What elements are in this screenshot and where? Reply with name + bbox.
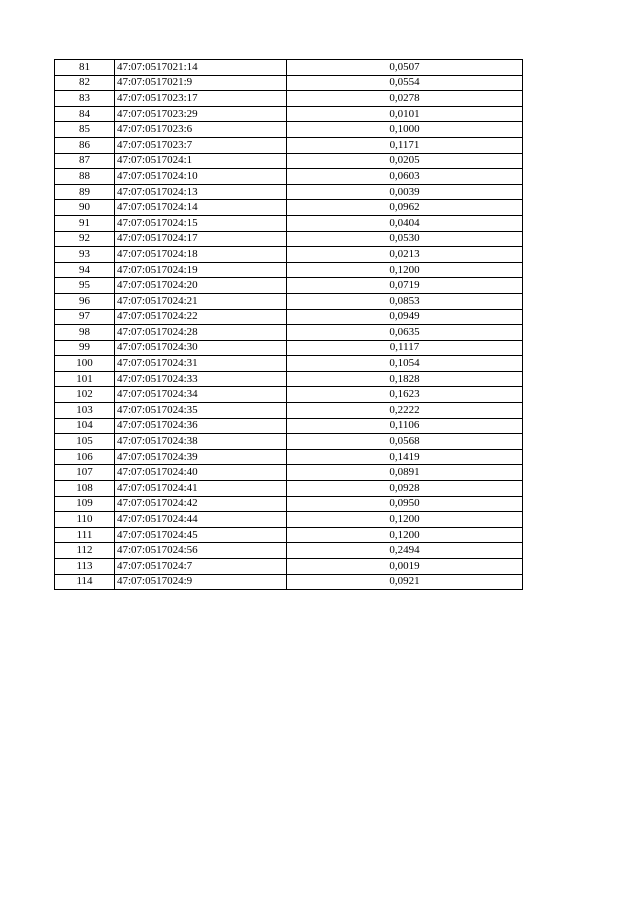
cadastral-number-cell: 47:07:0517023:7	[115, 137, 287, 153]
table-row	[55, 106, 523, 122]
row-number-cell: 81	[55, 60, 115, 76]
cadastral-number-cell: 47:07:0517024:42	[115, 496, 287, 512]
table-row	[55, 340, 523, 356]
cadastral-number-cell: 47:07:0517023:6	[115, 122, 287, 138]
row-number-cell: 89	[55, 184, 115, 200]
table-row	[55, 247, 523, 263]
cadastral-number-cell: 47:07:0517024:9	[115, 574, 287, 590]
row-number-cell: 114	[55, 574, 115, 590]
row-number-cell: 90	[55, 200, 115, 216]
row-number-cell: 105	[55, 434, 115, 450]
table-row	[55, 387, 523, 403]
table-row	[55, 60, 523, 76]
row-number-cell: 107	[55, 465, 115, 481]
table-row	[55, 512, 523, 528]
value-cell: 0,0101	[287, 106, 523, 122]
row-number-cell: 94	[55, 262, 115, 278]
table-row	[55, 371, 523, 387]
cadastral-number-cell: 47:07:0517024:15	[115, 215, 287, 231]
table-row	[55, 418, 523, 434]
cadastral-number-cell: 47:07:0517024:39	[115, 449, 287, 465]
cadastral-number-cell: 47:07:0517024:36	[115, 418, 287, 434]
value-cell: 0,0921	[287, 574, 523, 590]
value-cell: 0,1054	[287, 356, 523, 372]
cadastral-number-cell: 47:07:0517024:35	[115, 403, 287, 419]
cadastral-number-cell: 47:07:0517024:34	[115, 387, 287, 403]
row-number-cell: 104	[55, 418, 115, 434]
value-cell: 0,0507	[287, 60, 523, 76]
value-cell: 0,0039	[287, 184, 523, 200]
value-cell: 0,0205	[287, 153, 523, 169]
table-row	[55, 527, 523, 543]
value-cell: 0,1828	[287, 371, 523, 387]
table-row	[55, 215, 523, 231]
value-cell: 0,1623	[287, 387, 523, 403]
row-number-cell: 111	[55, 527, 115, 543]
cadastral-number-cell: 47:07:0517024:21	[115, 293, 287, 309]
value-cell: 0,1200	[287, 512, 523, 528]
row-number-cell: 87	[55, 153, 115, 169]
cadastral-number-cell: 47:07:0517024:7	[115, 559, 287, 575]
value-cell: 0,1171	[287, 137, 523, 153]
table-row	[55, 293, 523, 309]
table-row	[55, 122, 523, 138]
table-row	[55, 137, 523, 153]
table-row	[55, 153, 523, 169]
cadastral-number-cell: 47:07:0517024:14	[115, 200, 287, 216]
table-row	[55, 434, 523, 450]
value-cell: 0,0554	[287, 75, 523, 91]
value-cell: 0,1106	[287, 418, 523, 434]
cadastral-number-cell: 47:07:0517024:41	[115, 481, 287, 497]
cadastral-number-cell: 47:07:0517024:17	[115, 231, 287, 247]
parcel-table-body	[55, 60, 523, 590]
cadastral-number-cell: 47:07:0517024:18	[115, 247, 287, 263]
row-number-cell: 91	[55, 215, 115, 231]
cadastral-number-cell: 47:07:0517021:14	[115, 60, 287, 76]
value-cell: 0,0928	[287, 481, 523, 497]
value-cell: 0,0853	[287, 293, 523, 309]
table-row	[55, 184, 523, 200]
value-cell: 0,1117	[287, 340, 523, 356]
row-number-cell: 109	[55, 496, 115, 512]
row-number-cell: 112	[55, 543, 115, 559]
table-row	[55, 543, 523, 559]
table-row	[55, 231, 523, 247]
row-number-cell: 95	[55, 278, 115, 294]
value-cell: 0,0719	[287, 278, 523, 294]
table-row	[55, 262, 523, 278]
row-number-cell: 108	[55, 481, 115, 497]
value-cell: 0,1200	[287, 262, 523, 278]
table-row	[55, 481, 523, 497]
value-cell: 0,0404	[287, 215, 523, 231]
row-number-cell: 106	[55, 449, 115, 465]
value-cell: 0,2222	[287, 403, 523, 419]
cadastral-number-cell: 47:07:0517024:30	[115, 340, 287, 356]
row-number-cell: 96	[55, 293, 115, 309]
value-cell: 0,0213	[287, 247, 523, 263]
cadastral-number-cell: 47:07:0517024:19	[115, 262, 287, 278]
value-cell: 0,0019	[287, 559, 523, 575]
value-cell: 0,0278	[287, 91, 523, 107]
table-row	[55, 75, 523, 91]
value-cell: 0,1419	[287, 449, 523, 465]
cadastral-number-cell: 47:07:0517023:29	[115, 106, 287, 122]
row-number-cell: 92	[55, 231, 115, 247]
cadastral-number-cell: 47:07:0517024:56	[115, 543, 287, 559]
row-number-cell: 98	[55, 325, 115, 341]
table-row	[55, 465, 523, 481]
table-row	[55, 309, 523, 325]
value-cell: 0,1000	[287, 122, 523, 138]
row-number-cell: 86	[55, 137, 115, 153]
cadastral-number-cell: 47:07:0517024:33	[115, 371, 287, 387]
row-number-cell: 101	[55, 371, 115, 387]
table-row	[55, 356, 523, 372]
value-cell: 0,1200	[287, 527, 523, 543]
table-row	[55, 559, 523, 575]
row-number-cell: 85	[55, 122, 115, 138]
cadastral-number-cell: 47:07:0517024:44	[115, 512, 287, 528]
table-row	[55, 403, 523, 419]
value-cell: 0,0568	[287, 434, 523, 450]
cadastral-number-cell: 47:07:0517024:10	[115, 169, 287, 185]
cadastral-number-cell: 47:07:0517024:13	[115, 184, 287, 200]
row-number-cell: 100	[55, 356, 115, 372]
cadastral-number-cell: 47:07:0517024:31	[115, 356, 287, 372]
row-number-cell: 99	[55, 340, 115, 356]
cadastral-number-cell: 47:07:0517024:22	[115, 309, 287, 325]
row-number-cell: 93	[55, 247, 115, 263]
cadastral-number-cell: 47:07:0517021:9	[115, 75, 287, 91]
cadastral-number-cell: 47:07:0517024:45	[115, 527, 287, 543]
table-row	[55, 91, 523, 107]
row-number-cell: 83	[55, 91, 115, 107]
row-number-cell: 82	[55, 75, 115, 91]
cadastral-number-cell: 47:07:0517024:28	[115, 325, 287, 341]
cadastral-number-cell: 47:07:0517024:20	[115, 278, 287, 294]
value-cell: 0,0962	[287, 200, 523, 216]
row-number-cell: 97	[55, 309, 115, 325]
value-cell: 0,0950	[287, 496, 523, 512]
value-cell: 0,0949	[287, 309, 523, 325]
cadastral-number-cell: 47:07:0517024:1	[115, 153, 287, 169]
table-row	[55, 325, 523, 341]
value-cell: 0,0891	[287, 465, 523, 481]
row-number-cell: 84	[55, 106, 115, 122]
row-number-cell: 88	[55, 169, 115, 185]
cadastral-number-cell: 47:07:0517024:40	[115, 465, 287, 481]
value-cell: 0,2494	[287, 543, 523, 559]
parcel-table	[54, 59, 523, 590]
table-row	[55, 574, 523, 590]
table-row	[55, 278, 523, 294]
row-number-cell: 103	[55, 403, 115, 419]
value-cell: 0,0603	[287, 169, 523, 185]
table-row	[55, 200, 523, 216]
cadastral-number-cell: 47:07:0517023:17	[115, 91, 287, 107]
table-row	[55, 449, 523, 465]
cadastral-number-cell: 47:07:0517024:38	[115, 434, 287, 450]
row-number-cell: 113	[55, 559, 115, 575]
value-cell: 0,0530	[287, 231, 523, 247]
value-cell: 0,0635	[287, 325, 523, 341]
row-number-cell: 110	[55, 512, 115, 528]
row-number-cell: 102	[55, 387, 115, 403]
table-row	[55, 169, 523, 185]
table-row	[55, 496, 523, 512]
